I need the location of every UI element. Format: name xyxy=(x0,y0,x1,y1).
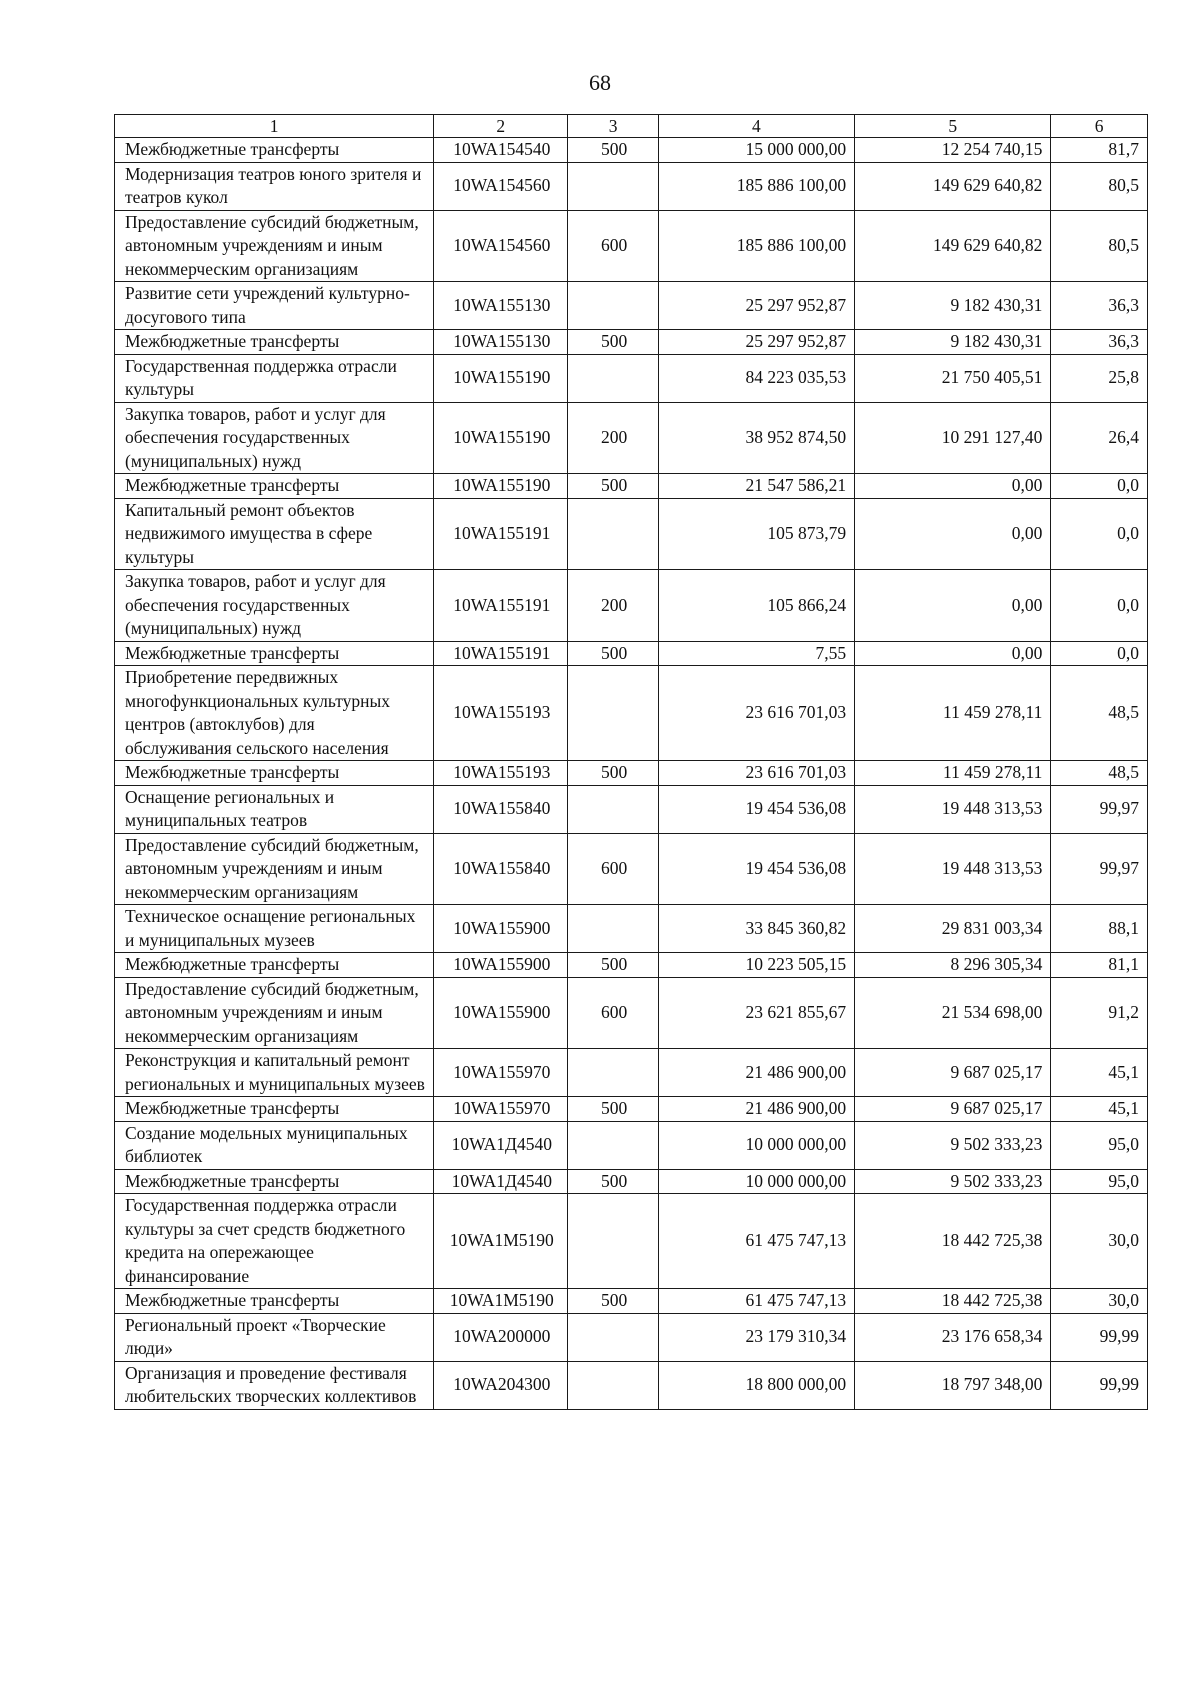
code-cell: 10WA204300 xyxy=(434,1361,568,1409)
planned-amount-cell: 10 223 505,15 xyxy=(658,953,854,978)
planned-amount-cell: 185 886 100,00 xyxy=(658,210,854,282)
expense-type-cell xyxy=(568,498,658,570)
planned-amount-cell: 21 486 900,00 xyxy=(658,1097,854,1122)
row-name-cell: Межбюджетные трансферты xyxy=(115,1289,434,1314)
executed-amount-cell: 29 831 003,34 xyxy=(855,905,1051,953)
expense-type-cell: 500 xyxy=(568,1169,658,1194)
expense-type-cell xyxy=(568,1121,658,1169)
column-header: 3 xyxy=(568,115,658,138)
percent-cell: 45,1 xyxy=(1051,1049,1148,1097)
percent-cell: 30,0 xyxy=(1051,1194,1148,1289)
percent-cell: 99,97 xyxy=(1051,785,1148,833)
executed-amount-cell: 19 448 313,53 xyxy=(855,785,1051,833)
expense-type-cell xyxy=(568,1313,658,1361)
percent-cell: 88,1 xyxy=(1051,905,1148,953)
planned-amount-cell: 23 616 701,03 xyxy=(658,666,854,761)
expense-type-cell: 500 xyxy=(568,761,658,786)
code-cell: 10WA155193 xyxy=(434,666,568,761)
row-name-cell: Закупка товаров, работ и услуг для обеспечения государственных (муниципальных) нужд xyxy=(115,402,434,474)
row-name-cell: Межбюджетные трансферты xyxy=(115,641,434,666)
code-cell: 10WA155130 xyxy=(434,282,568,330)
table-row xyxy=(115,1097,1148,1122)
executed-amount-cell: 9 687 025,17 xyxy=(855,1049,1051,1097)
code-cell: 10WA155191 xyxy=(434,641,568,666)
executed-amount-cell: 21 750 405,51 xyxy=(855,354,1051,402)
row-name-cell: Предоставление субсидий бюджетным, автономным учреждениям и иным некоммерческим организациям xyxy=(115,833,434,905)
row-name-cell: Межбюджетные трансферты xyxy=(115,1097,434,1122)
planned-amount-cell: 61 475 747,13 xyxy=(658,1194,854,1289)
planned-amount-cell: 15 000 000,00 xyxy=(658,138,854,163)
percent-cell: 48,5 xyxy=(1051,666,1148,761)
row-name-cell: Предоставление субсидий бюджетным, автономным учреждениям и иным некоммерческим организациям xyxy=(115,210,434,282)
percent-cell: 81,1 xyxy=(1051,953,1148,978)
row-name-cell: Оснащение региональных и муниципальных театров xyxy=(115,785,434,833)
planned-amount-cell: 105 873,79 xyxy=(658,498,854,570)
row-name-cell: Государственная поддержка отрасли культуры за счет средств бюджетного кредита на опережающее финансирование xyxy=(115,1194,434,1289)
table-row xyxy=(115,666,1148,761)
row-name-cell: Модернизация театров юного зрителя и театров кукол xyxy=(115,162,434,210)
percent-cell: 95,0 xyxy=(1051,1121,1148,1169)
column-header: 1 xyxy=(115,115,434,138)
table-row xyxy=(115,977,1148,1049)
percent-cell: 36,3 xyxy=(1051,282,1148,330)
row-name-cell: Закупка товаров, работ и услуг для обеспечения государственных (муниципальных) нужд xyxy=(115,570,434,642)
code-cell: 10WA200000 xyxy=(434,1313,568,1361)
expense-type-cell xyxy=(568,282,658,330)
expense-type-cell: 500 xyxy=(568,474,658,499)
table-row xyxy=(115,474,1148,499)
percent-cell: 0,0 xyxy=(1051,474,1148,499)
executed-amount-cell: 0,00 xyxy=(855,641,1051,666)
table-row xyxy=(115,210,1148,282)
row-name-cell: Организация и проведение фестиваля любительских творческих коллективов xyxy=(115,1361,434,1409)
code-cell: 10WA155900 xyxy=(434,977,568,1049)
percent-cell: 80,5 xyxy=(1051,162,1148,210)
percent-cell: 95,0 xyxy=(1051,1169,1148,1194)
executed-amount-cell: 149 629 640,82 xyxy=(855,162,1051,210)
percent-cell: 45,1 xyxy=(1051,1097,1148,1122)
percent-cell: 0,0 xyxy=(1051,498,1148,570)
planned-amount-cell: 10 000 000,00 xyxy=(658,1169,854,1194)
expense-type-cell xyxy=(568,666,658,761)
code-cell: 10WA155840 xyxy=(434,833,568,905)
expense-type-cell xyxy=(568,905,658,953)
executed-amount-cell: 12 254 740,15 xyxy=(855,138,1051,163)
expense-type-cell: 500 xyxy=(568,138,658,163)
percent-cell: 99,97 xyxy=(1051,833,1148,905)
expense-type-cell: 500 xyxy=(568,1097,658,1122)
table-row xyxy=(115,761,1148,786)
percent-cell: 48,5 xyxy=(1051,761,1148,786)
planned-amount-cell: 105 866,24 xyxy=(658,570,854,642)
executed-amount-cell: 21 534 698,00 xyxy=(855,977,1051,1049)
percent-cell: 30,0 xyxy=(1051,1289,1148,1314)
column-header: 4 xyxy=(658,115,854,138)
expense-type-cell: 600 xyxy=(568,977,658,1049)
code-cell: 10WA155970 xyxy=(434,1049,568,1097)
percent-cell: 36,3 xyxy=(1051,330,1148,355)
code-cell: 10WA1M5190 xyxy=(434,1289,568,1314)
percent-cell: 0,0 xyxy=(1051,570,1148,642)
percent-cell: 91,2 xyxy=(1051,977,1148,1049)
expense-type-cell: 600 xyxy=(568,210,658,282)
row-name-cell: Приобретение передвижных многофункциональных культурных центров (автоклубов) для обслуживания сельского населения xyxy=(115,666,434,761)
column-header: 2 xyxy=(434,115,568,138)
header-row xyxy=(115,115,1148,138)
planned-amount-cell: 38 952 874,50 xyxy=(658,402,854,474)
expense-type-cell: 200 xyxy=(568,570,658,642)
planned-amount-cell: 33 845 360,82 xyxy=(658,905,854,953)
code-cell: 10WA155900 xyxy=(434,953,568,978)
table-row xyxy=(115,162,1148,210)
executed-amount-cell: 19 448 313,53 xyxy=(855,833,1051,905)
executed-amount-cell: 0,00 xyxy=(855,570,1051,642)
planned-amount-cell: 25 297 952,87 xyxy=(658,282,854,330)
planned-amount-cell: 18 800 000,00 xyxy=(658,1361,854,1409)
code-cell: 10WA155130 xyxy=(434,330,568,355)
expense-type-cell xyxy=(568,354,658,402)
executed-amount-cell: 8 296 305,34 xyxy=(855,953,1051,978)
expense-type-cell xyxy=(568,1049,658,1097)
executed-amount-cell: 10 291 127,40 xyxy=(855,402,1051,474)
code-cell: 10WA155970 xyxy=(434,1097,568,1122)
table-row xyxy=(115,1313,1148,1361)
percent-cell: 0,0 xyxy=(1051,641,1148,666)
executed-amount-cell: 9 182 430,31 xyxy=(855,282,1051,330)
expense-type-cell xyxy=(568,162,658,210)
row-name-cell: Создание модельных муниципальных библиотек xyxy=(115,1121,434,1169)
executed-amount-cell: 9 502 333,23 xyxy=(855,1121,1051,1169)
table-row xyxy=(115,570,1148,642)
code-cell: 10WA1Д4540 xyxy=(434,1121,568,1169)
expense-type-cell xyxy=(568,1361,658,1409)
table-row xyxy=(115,498,1148,570)
percent-cell: 26,4 xyxy=(1051,402,1148,474)
expense-type-cell: 500 xyxy=(568,1289,658,1314)
table-row xyxy=(115,402,1148,474)
table-row xyxy=(115,1361,1148,1409)
planned-amount-cell: 10 000 000,00 xyxy=(658,1121,854,1169)
planned-amount-cell: 25 297 952,87 xyxy=(658,330,854,355)
budget-table xyxy=(114,114,1148,1410)
row-name-cell: Региональный проект «Творческие люди» xyxy=(115,1313,434,1361)
expense-type-cell xyxy=(568,785,658,833)
expense-type-cell: 200 xyxy=(568,402,658,474)
percent-cell: 80,5 xyxy=(1051,210,1148,282)
executed-amount-cell: 23 176 658,34 xyxy=(855,1313,1051,1361)
code-cell: 10WA154560 xyxy=(434,210,568,282)
row-name-cell: Межбюджетные трансферты xyxy=(115,138,434,163)
table-row xyxy=(115,641,1148,666)
expense-type-cell: 500 xyxy=(568,641,658,666)
code-cell: 10WA155191 xyxy=(434,570,568,642)
code-cell: 10WA155193 xyxy=(434,761,568,786)
executed-amount-cell: 9 182 430,31 xyxy=(855,330,1051,355)
row-name-cell: Реконструкция и капитальный ремонт региональных и муниципальных музеев xyxy=(115,1049,434,1097)
executed-amount-cell: 9 687 025,17 xyxy=(855,1097,1051,1122)
expense-type-cell: 500 xyxy=(568,330,658,355)
table-row xyxy=(115,785,1148,833)
planned-amount-cell: 23 616 701,03 xyxy=(658,761,854,786)
executed-amount-cell: 18 797 348,00 xyxy=(855,1361,1051,1409)
table-row xyxy=(115,354,1148,402)
code-cell: 10WA155840 xyxy=(434,785,568,833)
row-name-cell: Государственная поддержка отрасли культуры xyxy=(115,354,434,402)
planned-amount-cell: 23 179 310,34 xyxy=(658,1313,854,1361)
table-row xyxy=(115,905,1148,953)
planned-amount-cell: 7,55 xyxy=(658,641,854,666)
row-name-cell: Развитие сети учреждений культурно-досугового типа xyxy=(115,282,434,330)
executed-amount-cell: 18 442 725,38 xyxy=(855,1194,1051,1289)
percent-cell: 99,99 xyxy=(1051,1313,1148,1361)
table-row xyxy=(115,330,1148,355)
executed-amount-cell: 9 502 333,23 xyxy=(855,1169,1051,1194)
code-cell: 10WA155190 xyxy=(434,474,568,499)
row-name-cell: Капитальный ремонт объектов недвижимого имущества в сфере культуры xyxy=(115,498,434,570)
table-row xyxy=(115,953,1148,978)
planned-amount-cell: 84 223 035,53 xyxy=(658,354,854,402)
table-row xyxy=(115,833,1148,905)
row-name-cell: Межбюджетные трансферты xyxy=(115,330,434,355)
percent-cell: 99,99 xyxy=(1051,1361,1148,1409)
code-cell: 10WA1Д4540 xyxy=(434,1169,568,1194)
percent-cell: 81,7 xyxy=(1051,138,1148,163)
column-header: 6 xyxy=(1051,115,1148,138)
planned-amount-cell: 61 475 747,13 xyxy=(658,1289,854,1314)
planned-amount-cell: 23 621 855,67 xyxy=(658,977,854,1049)
executed-amount-cell: 0,00 xyxy=(855,474,1051,499)
executed-amount-cell: 11 459 278,11 xyxy=(855,761,1051,786)
executed-amount-cell: 149 629 640,82 xyxy=(855,210,1051,282)
row-name-cell: Межбюджетные трансферты xyxy=(115,761,434,786)
planned-amount-cell: 21 547 586,21 xyxy=(658,474,854,499)
table-row xyxy=(115,1289,1148,1314)
row-name-cell: Межбюджетные трансферты xyxy=(115,474,434,499)
row-name-cell: Межбюджетные трансферты xyxy=(115,953,434,978)
table-row xyxy=(115,1121,1148,1169)
planned-amount-cell: 21 486 900,00 xyxy=(658,1049,854,1097)
column-header: 5 xyxy=(855,115,1051,138)
code-cell: 10WA155191 xyxy=(434,498,568,570)
code-cell: 10WA154560 xyxy=(434,162,568,210)
expense-type-cell: 500 xyxy=(568,953,658,978)
executed-amount-cell: 18 442 725,38 xyxy=(855,1289,1051,1314)
code-cell: 10WA155190 xyxy=(434,354,568,402)
table-row xyxy=(115,1169,1148,1194)
table-row xyxy=(115,1194,1148,1289)
executed-amount-cell: 11 459 278,11 xyxy=(855,666,1051,761)
table-row xyxy=(115,282,1148,330)
executed-amount-cell: 0,00 xyxy=(855,498,1051,570)
percent-cell: 25,8 xyxy=(1051,354,1148,402)
code-cell: 10WA154540 xyxy=(434,138,568,163)
planned-amount-cell: 19 454 536,08 xyxy=(658,833,854,905)
code-cell: 10WA1M5190 xyxy=(434,1194,568,1289)
row-name-cell: Предоставление субсидий бюджетным, автономным учреждениям и иным некоммерческим организациям xyxy=(115,977,434,1049)
table-body xyxy=(115,138,1148,1410)
code-cell: 10WA155190 xyxy=(434,402,568,474)
page-number: 68 xyxy=(589,70,611,95)
planned-amount-cell: 185 886 100,00 xyxy=(658,162,854,210)
table-row xyxy=(115,138,1148,163)
planned-amount-cell: 19 454 536,08 xyxy=(658,785,854,833)
row-name-cell: Техническое оснащение региональных и муниципальных музеев xyxy=(115,905,434,953)
expense-type-cell xyxy=(568,1194,658,1289)
table-row xyxy=(115,1049,1148,1097)
row-name-cell: Межбюджетные трансферты xyxy=(115,1169,434,1194)
expense-type-cell: 600 xyxy=(568,833,658,905)
code-cell: 10WA155900 xyxy=(434,905,568,953)
